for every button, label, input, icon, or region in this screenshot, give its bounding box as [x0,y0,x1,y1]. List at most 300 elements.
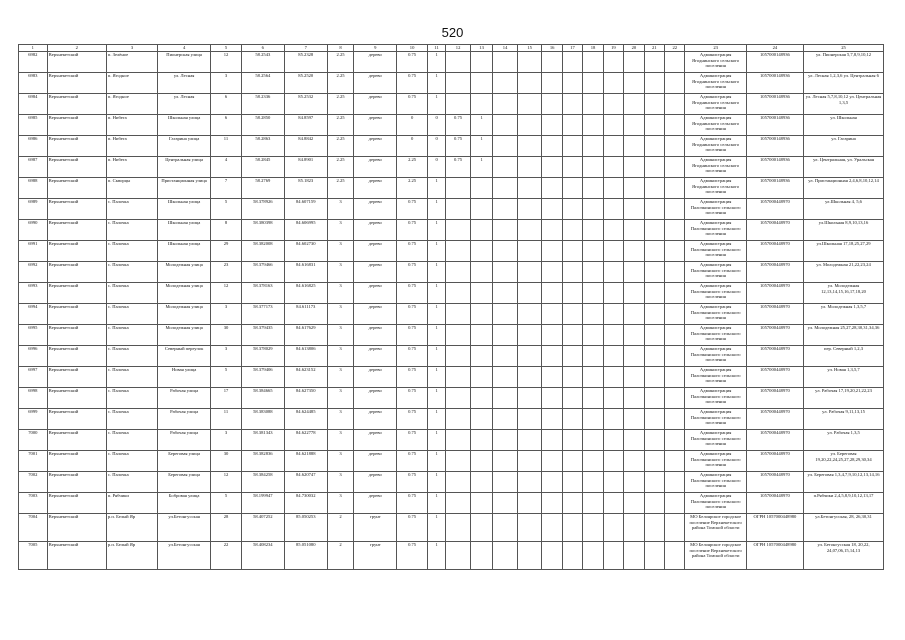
col-19-cell [603,94,623,115]
surface-cell: дерево [354,304,397,325]
row-number-cell: 6996 [19,346,48,367]
value-12-cell: 1 [427,178,445,199]
longitude-cell: 84.611173 [284,304,327,325]
col-22-cell [665,472,685,493]
longitude-cell: 85.2328 [284,52,327,73]
served-addresses-cell: пер. Северный 1,2,3 [804,346,884,367]
administration-cell: Администрация Палочкинского сельского поселения [685,430,746,451]
administration-cell: Администрация Палочкинского сельского поселения [685,346,746,367]
col-18-cell [583,367,603,388]
served-addresses-cell: ул. Молодежная 12,13,14,15,16,17,18,20 [804,283,884,304]
latitude-cell: 58.2850 [241,115,284,136]
street-cell: ул.Бетонгусская [158,514,211,542]
value-13-cell [446,542,471,570]
col-15-cell [517,304,542,325]
col-17-cell [562,493,582,514]
value-12-cell: 1 [427,73,445,94]
row-number-cell: 6985 [19,115,48,136]
district-cell: Верхнекетский [47,220,106,241]
col-18-cell [583,262,603,283]
col-22-cell [665,493,685,514]
latitude-cell: 58.407252 [241,514,284,542]
house-cell: 30 [211,451,242,472]
value-13-cell [446,472,471,493]
column-header-12: 12 [446,45,471,52]
row-number-cell: 6994 [19,304,48,325]
col-15-cell [517,73,542,94]
col-21-cell [644,388,664,409]
street-cell: Бобровая улица [158,493,211,514]
col-15-cell [517,136,542,157]
administration-cell: Администрация Палочкинского сельского поселения [685,304,746,325]
settlement-cell: с. Палочка [106,220,157,241]
served-addresses-cell: ул. Школьная [804,115,884,136]
surface-cell: дерево [354,367,397,388]
surface-cell: дерево [354,220,397,241]
row-number-cell: 7000 [19,430,48,451]
surface-cell: дерево [354,115,397,136]
value-11-cell: 0.75 [397,283,428,304]
col-16-cell [542,367,562,388]
col-21-cell [644,241,664,262]
col-15-cell [517,409,542,430]
col-15-cell [517,367,542,388]
value-11-cell: 0.75 [397,52,428,73]
house-cell: 6 [211,94,242,115]
col-18-cell [583,542,603,570]
col-20-cell [624,325,644,346]
width-cell: 3 [327,304,354,325]
col-16-cell [542,430,562,451]
ogrn-cell: 1057000148936 [746,136,803,157]
surface-cell: дерево [354,94,397,115]
ogrn-cell: 1057000448970 [746,409,803,430]
col-17-cell [562,220,582,241]
col-21-cell [644,136,664,157]
row-number-cell: 6984 [19,94,48,115]
width-cell: 2 [327,514,354,542]
district-cell: Верхнекетский [47,115,106,136]
district-cell: Верхнекетский [47,451,106,472]
administration-cell: Администрация Палочкинского сельского поселения [685,493,746,514]
latitude-cell: 58.378029 [241,346,284,367]
ogrn-cell: 1057000148936 [746,52,803,73]
ogrn-cell: 1057000148936 [746,178,803,199]
col-19-cell [603,262,623,283]
value-11-cell: 0 [397,115,428,136]
ogrn-cell: ОГРН 1057000448980 [746,542,803,570]
surface-cell: дерево [354,451,397,472]
row-number-cell: 6992 [19,262,48,283]
row-number-cell: 6999 [19,409,48,430]
column-header-18: 18 [583,45,603,52]
ogrn-cell: 1057000448970 [746,241,803,262]
street-cell: Рабочая улица [158,430,211,451]
administration-cell: МО Белоярское городское поселение Верхнекетского района Томской области [685,542,746,570]
value-13-cell: 0.75 [446,136,471,157]
col-22-cell [665,514,685,542]
col-20-cell [624,514,644,542]
surface-cell: дерево [354,493,397,514]
col-15-cell [517,52,542,73]
col-18-cell [583,325,603,346]
surface-cell: дерево [354,199,397,220]
col-22-cell [665,73,685,94]
served-addresses-cell: ул. Береговая 19,20,22,24,25,27,28,29,30,34 [804,451,884,472]
house-cell: 3 [211,346,242,367]
col-18-cell [583,451,603,472]
longitude-cell: 84.606995 [284,220,327,241]
served-addresses-cell: ул. Молодежная 25,27,28,30,31,34,36 [804,325,884,346]
col-15-cell [517,94,542,115]
value-14-cell [470,514,492,542]
col-22-cell [665,94,685,115]
row-number-cell: 6998 [19,388,48,409]
col-17-cell [562,94,582,115]
value-14-cell [470,262,492,283]
street-cell: ул. Лесная [158,94,211,115]
col-15-cell [517,283,542,304]
latitude-cell: 58.199947 [241,493,284,514]
col-17-cell [562,73,582,94]
col-20-cell [624,241,644,262]
ogrn-cell: 1057000148936 [746,73,803,94]
served-addresses-cell: ул.Школьная 17,18,25,27,29 [804,241,884,262]
col-20-cell [624,262,644,283]
street-cell: Северный переулок [158,346,211,367]
col-16-cell [542,241,562,262]
width-cell: 3 [327,430,354,451]
col-14-cell [493,94,518,115]
settlement-cell: п. Рябчики [106,493,157,514]
column-header-1: 1 [19,45,48,52]
value-11-cell: 0.75 [397,304,428,325]
table-row [19,178,884,199]
value-12-cell: 1 [427,430,445,451]
latitude-cell: 58.377173 [241,304,284,325]
table-row [19,542,884,570]
latitude-cell: 58.384665 [241,388,284,409]
longitude-cell: 85.2520 [284,73,327,94]
settlement-cell: с. Палочка [106,367,157,388]
col-19-cell [603,220,623,241]
value-11-cell: 0 [397,136,428,157]
district-cell: Верхнекетский [47,52,106,73]
col-18-cell [583,388,603,409]
col-14-cell [493,304,518,325]
column-header-13: 13 [470,45,492,52]
col-22-cell [665,115,685,136]
col-18-cell [583,136,603,157]
col-19-cell [603,346,623,367]
col-21-cell [644,115,664,136]
administration-cell: Администрация Ягоднинского сельского поселения [685,73,746,94]
street-cell: Береговая улица [158,472,211,493]
value-13-cell [446,514,471,542]
value-12-cell: 1 [427,94,445,115]
col-16-cell [542,325,562,346]
col-15-cell [517,325,542,346]
value-11-cell: 2.25 [397,157,428,178]
district-cell: Верхнекетский [47,542,106,570]
col-14-cell [493,430,518,451]
col-19-cell [603,542,623,570]
value-14-cell [470,304,492,325]
table-row [19,283,884,304]
col-21-cell [644,367,664,388]
col-18-cell [583,73,603,94]
column-header-19: 19 [603,45,623,52]
district-cell: Верхнекетский [47,94,106,115]
row-number-cell: 6995 [19,325,48,346]
longitude-cell: 84.627350 [284,388,327,409]
served-addresses-cell: п.Рябчики 2,4,5,8,9,10,12,13,17 [804,493,884,514]
served-addresses-cell: ул.Бетонгусская, 28, 26,30,31 [804,514,884,542]
value-14-cell [470,52,492,73]
settlement-cell: п. Нибега [106,115,157,136]
ogrn-cell: 1057000448970 [746,283,803,304]
col-22-cell [665,388,685,409]
col-20-cell [624,73,644,94]
latitude-cell: 58.2336 [241,94,284,115]
column-header-23: 23 [685,45,746,52]
administration-cell: Администрация Ягоднинского сельского поселения [685,136,746,157]
value-14-cell: 1 [470,157,492,178]
value-12-cell: 1 [427,304,445,325]
administration-cell: Администрация Ягоднинского сельского поселения [685,115,746,136]
surface-cell: дерево [354,472,397,493]
settlement-cell: п. Ягодное [106,94,157,115]
settlement-cell: с. Палочка [106,304,157,325]
col-17-cell [562,367,582,388]
value-13-cell: 0.75 [446,157,471,178]
col-17-cell [562,325,582,346]
column-header-row [19,45,884,52]
col-22-cell [665,409,685,430]
col-15-cell [517,115,542,136]
column-header-5: 5 [211,45,242,52]
served-addresses-cell: ул. Пионерская 5,7,8,9,10,12 [804,52,884,73]
col-20-cell [624,472,644,493]
col-15-cell [517,157,542,178]
col-18-cell [583,157,603,178]
value-12-cell: 1 [427,493,445,514]
value-11-cell: 0.75 [397,514,428,542]
table-row [19,115,884,136]
value-12-cell: 1 [427,325,445,346]
table-row [19,325,884,346]
col-19-cell [603,304,623,325]
street-cell: Гагарина улица [158,136,211,157]
latitude-cell: 58.2863 [241,136,284,157]
col-19-cell [603,325,623,346]
table-row [19,199,884,220]
latitude-cell: 58.408234 [241,542,284,570]
col-22-cell [665,157,685,178]
settlement-cell: с. Палочка [106,409,157,430]
width-cell: 3 [327,283,354,304]
longitude-cell: 84.8597 [284,115,327,136]
table-row [19,346,884,367]
settlement-cell: с. Палочка [106,430,157,451]
latitude-cell: 58.383088 [241,409,284,430]
surface-cell: дерево [354,73,397,94]
page-number: 520 [441,25,464,40]
value-14-cell [470,325,492,346]
width-cell: 3 [327,451,354,472]
col-14-cell [493,409,518,430]
col-17-cell [562,136,582,157]
surface-cell: дерево [354,388,397,409]
administration-cell: Администрация Палочкинского сельского поселения [685,325,746,346]
col-20-cell [624,199,644,220]
value-11-cell: 2.25 [397,178,428,199]
col-16-cell [542,542,562,570]
col-17-cell [562,241,582,262]
value-14-cell [470,73,492,94]
settlement-cell: с. Палочка [106,241,157,262]
value-14-cell [470,199,492,220]
value-12-cell: 1 [427,409,445,430]
settlement-cell: с. Палочка [106,451,157,472]
col-14-cell [493,325,518,346]
col-14-cell [493,178,518,199]
administration-cell: Администрация Палочкинского сельского поселения [685,388,746,409]
settlement-cell: с. Палочка [106,262,157,283]
value-14-cell [470,367,492,388]
value-11-cell: 0.75 [397,262,428,283]
settlement-cell: п. Зелёное [106,52,157,73]
table-row [19,94,884,115]
table-row [19,472,884,493]
house-cell: 8 [211,220,242,241]
surface-cell: дерево [354,262,397,283]
street-cell: Рабочая улица [158,409,211,430]
ogrn-cell: 1057000448970 [746,220,803,241]
column-header-15: 15 [517,45,542,52]
longitude-cell: 84.613806 [284,346,327,367]
col-15-cell [517,346,542,367]
col-19-cell [603,367,623,388]
settlement-cell: с. Палочка [106,325,157,346]
col-18-cell [583,409,603,430]
house-cell: 11 [211,136,242,157]
surface-cell: дерево [354,325,397,346]
col-21-cell [644,199,664,220]
col-14-cell [493,115,518,136]
table-row [19,157,884,178]
col-15-cell [517,493,542,514]
served-addresses-cell: ул. Рабочая 17,19,20,21,22,23 [804,388,884,409]
col-19-cell [603,52,623,73]
value-13-cell [446,409,471,430]
value-13-cell [446,241,471,262]
surface-cell: дерево [354,241,397,262]
column-header-2: 2 [47,45,106,52]
house-cell: 5 [211,367,242,388]
width-cell: 2.25 [327,157,354,178]
street-cell: Пионерская улица [158,52,211,73]
column-header-6: 6 [241,45,284,52]
row-number-cell: 6988 [19,178,48,199]
col-16-cell [542,451,562,472]
house-cell: 3 [211,430,242,451]
col-14-cell [493,73,518,94]
register-table [18,44,884,570]
width-cell: 3 [327,367,354,388]
col-22-cell [665,346,685,367]
column-header-7: 7 [284,45,327,52]
value-13-cell: 0.75 [446,115,471,136]
col-20-cell [624,283,644,304]
served-addresses-cell: ул. Центральная, ул. Уральская [804,157,884,178]
administration-cell: Администрация Ягоднинского сельского поселения [685,178,746,199]
col-20-cell [624,409,644,430]
column-header-4: 4 [158,45,211,52]
col-17-cell [562,430,582,451]
value-11-cell: 0.75 [397,430,428,451]
latitude-cell: 58.378926 [241,199,284,220]
col-14-cell [493,241,518,262]
value-12-cell: 1 [427,346,445,367]
value-13-cell [446,367,471,388]
col-22-cell [665,451,685,472]
table-row [19,52,884,73]
col-19-cell [603,241,623,262]
latitude-cell: 58.2769 [241,178,284,199]
col-21-cell [644,262,664,283]
value-14-cell [470,220,492,241]
settlement-cell: п. Нибега [106,157,157,178]
administration-cell: Администрация Палочкинского сельского поселения [685,220,746,241]
col-14-cell [493,514,518,542]
col-19-cell [603,73,623,94]
col-20-cell [624,346,644,367]
col-21-cell [644,451,664,472]
col-17-cell [562,346,582,367]
house-cell: 3 [211,73,242,94]
column-header-10: 10 [397,45,428,52]
table-row [19,388,884,409]
settlement-cell: с. Палочка [106,346,157,367]
longitude-cell: 84.624485 [284,409,327,430]
street-cell: ул.Бетонгусская [158,542,211,570]
house-cell: 5 [211,199,242,220]
district-cell: Верхнекетский [47,388,106,409]
latitude-cell: 58.2543 [241,52,284,73]
col-16-cell [542,346,562,367]
served-addresses-cell: ул.Школьная 4, 5,6 [804,199,884,220]
col-18-cell [583,220,603,241]
col-22-cell [665,199,685,220]
col-19-cell [603,430,623,451]
surface-cell: дерево [354,283,397,304]
surface-cell: дерево [354,136,397,157]
latitude-cell: 58.2564 [241,73,284,94]
longitude-cell: 84.616831 [284,262,327,283]
col-19-cell [603,178,623,199]
col-18-cell [583,94,603,115]
col-20-cell [624,388,644,409]
longitude-cell: 84.607159 [284,199,327,220]
table-row [19,304,884,325]
col-14-cell [493,493,518,514]
street-cell: Пристанционная улица [158,178,211,199]
house-cell: 12 [211,472,242,493]
col-16-cell [542,388,562,409]
width-cell: 3 [327,220,354,241]
ogrn-cell: 1057000148936 [746,115,803,136]
